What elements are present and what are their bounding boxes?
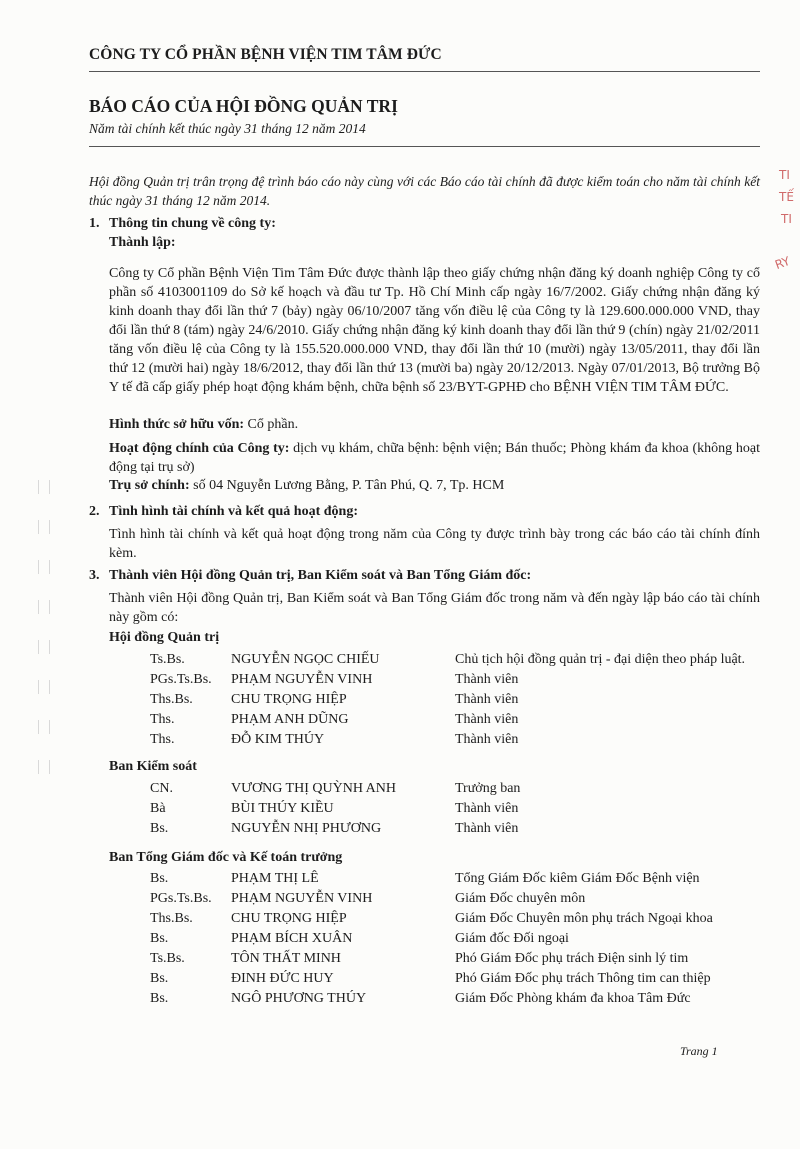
activity-line (109, 439, 760, 477)
section-3-title: Thành viên Hội đồng Quản trị, Ban Kiểm soát và Ban Tổng Giám đốc: (109, 568, 532, 583)
supervisory-title: Ban Kiểm soát (109, 759, 197, 774)
member-name: VƯƠNG THỊ QUỲNH ANH (231, 781, 396, 796)
founding-paragraph: Công ty Cổ phần Bệnh Viện Tim Tâm Đức được thành lập theo giấy chứng nhận đăng ký doanh nghiệp Công ty cổ phần số 4103001109 do Sở kế hoạch và đầu tư Tp. Hồ Chí Minh cấp ngày 16/7/2002. Giấy chứng nhận đăng ký kinh doanh thay đổi lần thứ 7 (bảy) ngày 06/10/2007 tăng vốn điều lệ của Công ty là 129.600.000.000 VND, thay đổi lần thứ 8 (tám) ngày 24/6/2010. Giấy chứng nhận đăng ký kinh doanh thay đổi lần thứ 9 (chín) ngày 21/02/2011 tăng vốn điều lệ của Công ty là 155.520.000.000 VND, thay đổi lần thứ 10 (mười) ngày 13/05/2011, thay đổi lần thứ 12 (mười hai) ngày 18/6/2012, thay đổi lần thứ 13 (mười ba) ngày 20/12/2013. Ngày 07/01/2013, Bộ trưởng Bộ Y tế đã cấp giấy phép hoạt động khám bệnh, chữa bệnh số 23/BYT-GPHĐ cho BỆNH VIỆN TIM TÂM ĐỨC. (109, 266, 760, 395)
founding-label: Thành lập: (109, 235, 176, 250)
member-title: Ts.Bs. (150, 652, 185, 667)
member-role: Trưởng ban (455, 781, 521, 796)
member-role: Thành viên (455, 672, 519, 687)
member-name: NGUYỄN NHỊ PHƯƠNG (231, 821, 382, 836)
member-name: BÙI THÚY KIỀU (231, 801, 334, 816)
member-title: PGs.Ts.Bs. (150, 672, 212, 687)
member-title: Ths.Bs. (150, 692, 193, 707)
member-role: Thành viên (455, 801, 519, 816)
company-name: CÔNG TY CỔ PHẦN BỆNH VIỆN TIM TÂM ĐỨC (89, 46, 442, 63)
member-name: NGUYỄN NGỌC CHIẾU (231, 652, 380, 667)
member-role: Giám Đốc chuyên môn (455, 891, 586, 906)
member-title: Bs. (150, 821, 169, 836)
member-name: PHẠM NGUYỄN VINH (231, 891, 373, 906)
section-1-title: Thông tin chung về công ty: (109, 216, 276, 231)
member-role: Chủ tịch hội đồng quản trị - đại diện theo pháp luật. (455, 652, 746, 667)
table-row (0, 732, 800, 752)
member-title: Bs. (150, 971, 169, 986)
headquarters-value: số 04 Nguyễn Lương Bằng, P. Tân Phú, Q. 7, Tp. HCM (189, 478, 505, 493)
table-row (0, 821, 800, 841)
section-3-number: 3. (89, 568, 100, 583)
member-title: Ths.Bs. (150, 911, 193, 926)
section-3-paragraph: Thành viên Hội đồng Quản trị, Ban Kiểm soát và Ban Tổng Giám đốc trong năm và đến ngày lập báo cáo tài chính này gồm có: (109, 591, 760, 625)
ownership-line (109, 415, 760, 434)
member-title: Bà (150, 801, 166, 816)
member-name: ĐINH ĐỨC HUY (231, 971, 334, 986)
headquarters-line (109, 476, 760, 495)
member-role: Thành viên (455, 732, 519, 747)
report-title: BÁO CÁO CỦA HỘI ĐỒNG QUẢN TRỊ (89, 96, 398, 116)
table-row (0, 971, 800, 991)
table-row (0, 891, 800, 911)
member-role: Tổng Giám Đốc kiêm Giám Đốc Bệnh viện (455, 871, 700, 886)
member-role: Giám Đốc Chuyên môn phụ trách Ngoại khoa (455, 911, 713, 926)
member-name: NGÔ PHƯƠNG THÚY (231, 991, 367, 1006)
table-row (0, 931, 800, 951)
member-title: Bs. (150, 991, 169, 1006)
activity-label: Hoạt động chính của Công ty: (109, 441, 290, 456)
headquarters-label: Trụ sở chính: (109, 478, 190, 493)
scan-edge-marks (0, 480, 60, 1080)
member-role: Thành viên (455, 692, 519, 707)
section-1-number: 1. (89, 216, 100, 231)
member-role: Phó Giám Đốc phụ trách Thông tim can thiệp (455, 971, 711, 986)
member-title: Bs. (150, 871, 169, 886)
table-row (0, 991, 800, 1011)
section-2-paragraph: Tình hình tài chính và kết quả hoạt động trong năm của Công ty được trình bày trong các báo cáo tài chính đính kèm. (109, 527, 760, 561)
activity-value: dịch vụ khám, chữa bệnh: bệnh viện; Bán thuốc; Phòng khám đa khoa (không hoạt động tại trụ sở) (109, 441, 760, 475)
member-role: Thành viên (455, 821, 519, 836)
member-name: PHẠM THỊ LÊ (231, 871, 319, 886)
member-title: Ts.Bs. (150, 951, 185, 966)
member-title: Bs. (150, 931, 169, 946)
table-row (0, 951, 800, 971)
member-role: Giám Đốc Phòng khám đa khoa Tâm Đức (455, 991, 691, 1006)
member-role: Giám đốc Đối ngoại (455, 931, 569, 946)
member-name: ĐỖ KIM THÚY (231, 732, 325, 747)
table-row (0, 871, 800, 891)
table-row (0, 712, 800, 732)
member-title: CN. (150, 781, 173, 796)
member-name: PHẠM NGUYỄN VINH (231, 672, 373, 687)
table-row (0, 801, 800, 821)
member-title: Ths. (150, 712, 175, 727)
member-role: Phó Giám Đốc phụ trách Điện sinh lý tim (455, 951, 689, 966)
member-name: PHẠM ANH DŨNG (231, 712, 349, 727)
section-2-title: Tình hình tài chính và kết quả hoạt động: (109, 504, 358, 519)
ownership-value: Cổ phần. (244, 417, 299, 432)
table-row (0, 911, 800, 931)
member-name: PHẠM BÍCH XUÂN (231, 931, 353, 946)
management-title: Ban Tổng Giám đốc và Kế toán trưởng (109, 850, 343, 865)
member-title: Ths. (150, 732, 175, 747)
intro-paragraph: Hội đồng Quản trị trân trọng đệ trình báo cáo này cùng với các Báo cáo tài chính đã được kiểm toán cho năm tài chính kết thúc ngày 31 tháng 12 năm 2014. (89, 174, 760, 208)
stamp-fragment: TI TẾ TI RY (773, 168, 794, 273)
member-title: PGs.Ts.Bs. (150, 891, 212, 906)
member-role: Thành viên (455, 712, 519, 727)
table-row (0, 652, 800, 672)
board-title: Hội đồng Quản trị (109, 630, 220, 645)
member-name: CHU TRỌNG HIỆP (231, 692, 347, 707)
member-name: CHU TRỌNG HIỆP (231, 911, 347, 926)
section-2-number: 2. (89, 504, 100, 519)
table-row (0, 781, 800, 801)
member-name: TÔN THẤT MINH (231, 951, 341, 966)
ownership-label: Hình thức sở hữu vốn: (109, 417, 245, 432)
page-number: Trang 1 (680, 1044, 718, 1058)
title-rule (89, 146, 760, 147)
report-subtitle: Năm tài chính kết thúc ngày 31 tháng 12 năm 2014 (89, 121, 366, 136)
table-row (0, 672, 800, 692)
header-rule (89, 71, 760, 72)
table-row (0, 692, 800, 712)
